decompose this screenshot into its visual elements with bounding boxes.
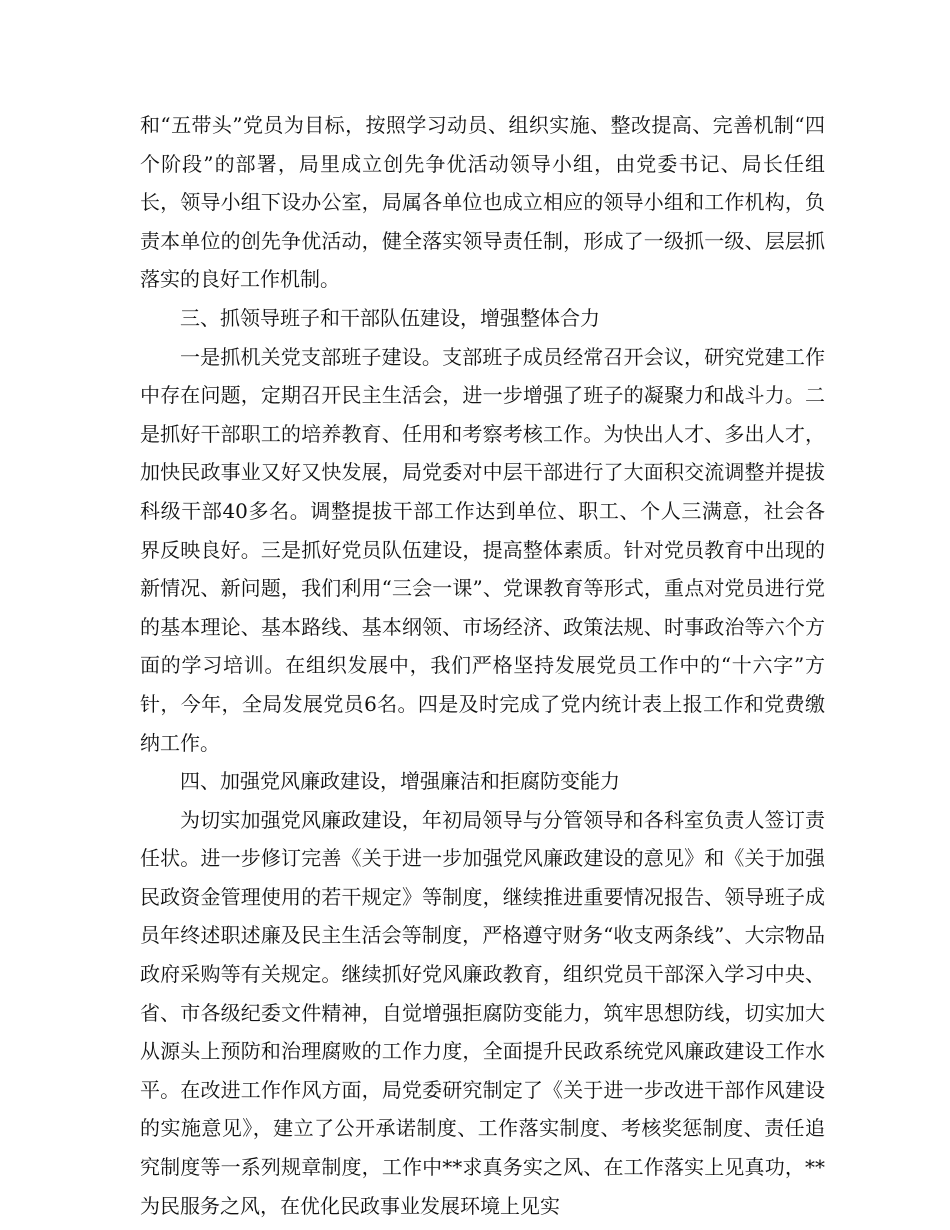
document-body bbox=[140, 106, 825, 1225]
paragraph-integrity-building: 为切实加强党风廉政建设，年初局领导与分管领导和各科室负责人签订责任状。进一步修订完善《关于进一步加强党风廉政建设的意见》和《关于加强民政资金管理使用的若干规定》等制度，继续推进重要情况报告、领导班子成员年终述职述廉及民主生活会等制度，严格遵守财务“收支两条线”、大宗物品政府采购等有关规定。继续抓好党风廉政教育，组织党员干部深入学习中央、省、市各级纪委文件精神，自觉增强拒腐防变能力，筑牢思想防线，切实加大从源头上预防和治理腐败的工作力度，全面提升民政系统党风廉政建设工作水平。在改进工作作风方面，局党委研究制定了《关于进一步改进干部作风建设的实施意见》，建立了公开承诺制度、工作落实制度、考核奖惩制度、责任追究制度等一系列规章制度，工作中**求真务实之风、在工作落实上见真功，**为民服务之风，在优化民政事业发展环境上见实 bbox=[140, 807, 825, 1218]
section-heading-three: 三、抓领导班子和干部队伍建设，增强整体合力 bbox=[180, 305, 600, 330]
paragraph-continuation: 和“五带头”党员为目标，按照学习动员、组织实施、整改提高、完善机制“四个阶段”的部署，局里成立创先争优活动领导小组，由党委书记、局长任组长，领导小组下设办公室，局属各单位也成立相应的领导小组和工作机构，负责本单位的创先争优活动，健全落实领导责任制，形成了一级抓一级、层层抓落实的良好工作机制。 bbox=[140, 113, 825, 292]
paragraph-leadership-building: 一是抓机关党支部班子建设。支部班子成员经常召开会议，研究党建工作中存在问题，定期召开民主生活会，进一步增强了班子的凝聚力和战斗力。二是抓好干部职工的培养教育、任用和考察考核工作。为快出人才、多出人才，加快民政事业又好又快发展，局党委对中层干部进行了大面积交流调整并提拔科级干部40多名。调整提拔干部工作达到单位、职工、个人三满意，社会各界反映良好。三是抓好党员队伍建设，提高整体素质。针对党员教育中出现的新情况、新问题，我们利用“三会一课”、党课教育等形式，重点对党员进行党的基本理论、基本路线、基本纲领、市场经济、政策法规、时事政治等六个方面的学习培训。在组织发展中，我们严格坚持发展党员工作中的“十六字”方针，今年，全局发展党员6名。四是及时完成了党内统计表上报工作和党费缴纳工作。 bbox=[140, 344, 825, 755]
section-heading-four: 四、加强党风廉政建设，增强廉洁和拒腐防变能力 bbox=[180, 769, 620, 794]
